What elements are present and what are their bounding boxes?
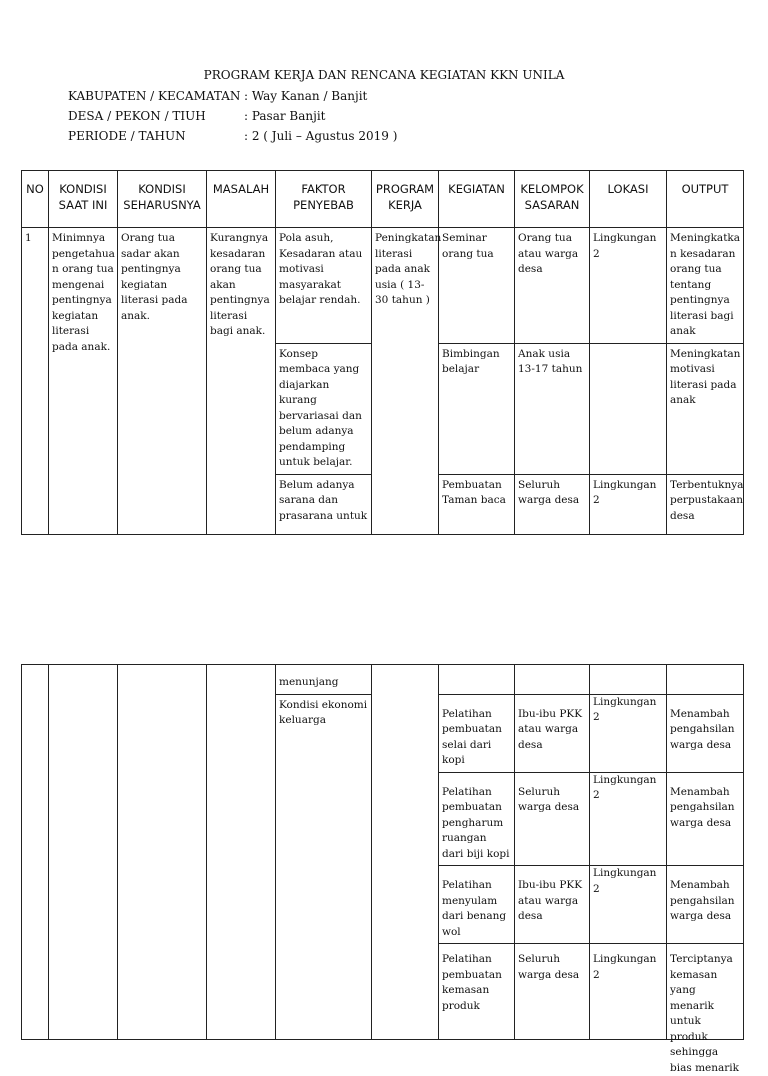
cell-kegiatan-text: Pelatihan pembuatan kemasan produk (442, 953, 502, 1012)
cell-lokasi (590, 944, 667, 1040)
cell-lokasi: Lingkungan 2 (590, 694, 667, 772)
cell-sasaran: Orang tua atau warga desa (515, 228, 590, 344)
cell-output-text: Terciptanya kemasan yang menarik untuk produk sehingga bias menarik (670, 953, 739, 1074)
cell-sasaran (515, 665, 590, 695)
meta-key: PERIODE / TAHUN (68, 129, 186, 143)
meta-value: : Pasar Banjit (244, 109, 326, 123)
cell-lokasi (590, 665, 667, 695)
cell-lokasi: Lingkungan 2 (590, 866, 667, 944)
col-header-kondisi-seharusnya: KONDISI SEHARUSNYA (118, 171, 207, 228)
cell-sasaran: Ibu-ibu PKK atau warga desa (515, 866, 590, 944)
cell-output: Terbentuknya perpustakaan desa (667, 474, 744, 534)
meta-value: : Way Kanan / Banjit (244, 89, 368, 103)
program-table-page2 (21, 664, 744, 1074)
cell-lokasi: Lingkungan 2 (590, 474, 667, 534)
meta-desa (68, 109, 326, 125)
cell-no: 1 (22, 228, 49, 535)
cell-faktor: Kondisi ekonomi keluarga (276, 694, 372, 1040)
cell-faktor: Pola asuh, Kesadaran atau motivasi masyarakat belajar rendah. (276, 228, 372, 344)
meta-periode (68, 129, 397, 145)
cell-kegiatan: Bimbingan belajar (439, 343, 515, 474)
col-header-faktor-penyebab: FAKTOR PENYEBAB (276, 171, 372, 228)
cell-lokasi: Lingkungan 2 (590, 228, 667, 344)
cell-kondisi-seharusnya (118, 665, 207, 1040)
cell-program-kerja: Peningkatan literasi pada anak usia ( 13-30 tahun ) (372, 228, 439, 535)
col-header-output: OUTPUT (667, 171, 744, 228)
cell-program-kerja (372, 665, 439, 1040)
table-row (22, 228, 744, 344)
cell-kegiatan: Seminar orang tua (439, 228, 515, 344)
table-row (22, 665, 744, 695)
cell-masalah (207, 665, 276, 1040)
cell-kondisi-seharusnya: Orang tua sadar akan pentingnya kegiatan literasi pada anak. (118, 228, 207, 535)
cell-kegiatan: Pelatihan pembuatan pengharum ruangan dari biji kopi (439, 772, 515, 866)
cell-sasaran: Seluruh warga desa (515, 772, 590, 866)
col-header-masalah: MASALAH (207, 171, 276, 228)
meta-kabupaten (68, 89, 367, 105)
cell-faktor (276, 474, 372, 534)
cell-output: Menambah pengahsilan warga desa (667, 866, 744, 944)
cell-sasaran: Seluruh warga desa (515, 474, 590, 534)
program-table-page1 (21, 170, 744, 535)
meta-key: DESA / PEKON / TIUH (68, 109, 206, 123)
meta-key: KABUPATEN / KECAMATAN (68, 89, 241, 103)
col-header-kelompok-sasaran: KELOMPOK SASARAN (515, 171, 590, 228)
header-row (22, 171, 744, 228)
col-header-lokasi: LOKASI (590, 171, 667, 228)
cell-kondisi-saat-ini: Minimnya pengetahua n orang tua mengenai pentingnya kegiatan literasi pada anak. (49, 228, 118, 535)
cell-output: Meningkatan motivasi literasi pada anak (667, 343, 744, 474)
cell-sasaran: Ibu-ibu PKK atau warga desa (515, 694, 590, 772)
cell-sasaran: Anak usia 13-17 tahun (515, 343, 590, 474)
cell-faktor: Konsep membaca yang diajarkan kurang bervariasai dan belum adanya pendamping untuk belajar. (276, 343, 372, 474)
cell-lokasi: Lingkungan 2 (590, 772, 667, 866)
cell-output (667, 665, 744, 695)
document-title: PROGRAM KERJA DAN RENCANA KEGIATAN KKN UNILA (203, 68, 565, 82)
cell-kegiatan: Pelatihan pembuatan selai dari kopi (439, 694, 515, 772)
cell-kegiatan (439, 665, 515, 695)
meta-value: : 2 ( Juli – Agustus 2019 ) (244, 129, 398, 143)
cell-output: Meningkatka n kesadaran orang tua tentang pentingnya literasi bagi anak (667, 228, 744, 344)
cell-output (667, 944, 744, 1074)
col-header-program-kerja: PROGRAM KERJA (372, 171, 439, 228)
cell-lokasi-text: Lingkungan 2 (593, 953, 657, 981)
col-header-no: NO (22, 171, 49, 228)
cell-kegiatan (439, 944, 515, 1040)
cell-masalah: Kurangnya kesadaran orang tua akan pentingnya literasi bagi anak. (207, 228, 276, 535)
cell-faktor-continuation: menunjang (276, 665, 372, 695)
cell-kondisi-saat-ini (49, 665, 118, 1040)
col-header-kondisi-saat-ini: KONDISI SAAT INI (49, 171, 118, 228)
cell-faktor-text: Belum adanya sarana dan prasarana untuk (279, 478, 368, 522)
col-header-kegiatan: KEGIATAN (439, 171, 515, 228)
cell-lokasi (590, 343, 667, 474)
cell-kegiatan: Pembuatan Taman baca (439, 474, 515, 534)
cell-kegiatan: Pelatihan menyulam dari benang wol (439, 866, 515, 944)
cell-sasaran-text: Seluruh warga desa (518, 953, 580, 981)
cell-sasaran (515, 944, 590, 1040)
cell-output: Menambah pengahsilan warga desa (667, 772, 744, 866)
cell-no (22, 665, 49, 1040)
cell-output: Menambah pengahsilan warga desa (667, 694, 744, 772)
